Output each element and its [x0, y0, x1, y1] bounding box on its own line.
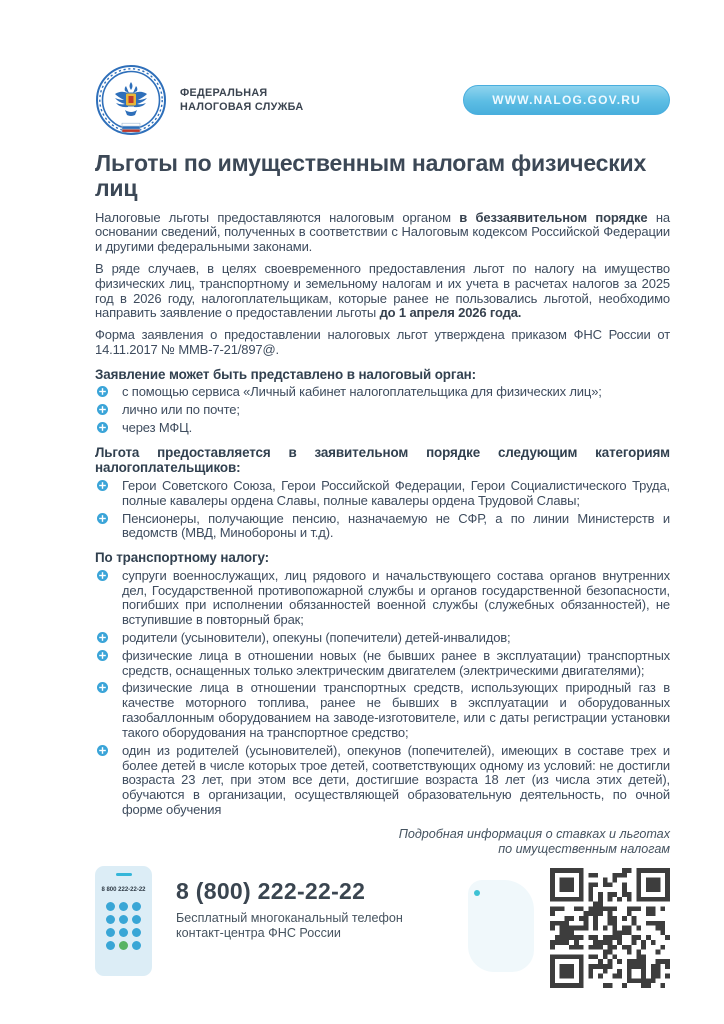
bullet-item: Герои Советского Союза, Герои Российской Федерации, Герои Социалистического Труда, полные кавалеры ордена Славы, полные кавалеры ордена Трудовой Славы;	[95, 479, 670, 509]
header	[95, 64, 670, 136]
org-name-line2: НАЛОГОВАЯ СЛУЖБА	[180, 101, 304, 113]
document-content	[95, 64, 670, 988]
bullet-list	[95, 569, 670, 818]
org-name-line1: ФЕДЕРАЛЬНАЯ	[180, 86, 268, 99]
keypad-key	[132, 941, 141, 950]
footer	[95, 866, 670, 988]
qr-code	[550, 868, 670, 988]
plus-circle-icon	[97, 570, 108, 581]
bullet-list	[95, 479, 670, 541]
keypad-key	[106, 915, 115, 924]
fns-brand	[95, 64, 303, 136]
qr-note-line1: Подробная информация о ставках и льготах	[398, 826, 670, 841]
plus-circle-icon	[97, 422, 108, 433]
bullet-item: лично или по почте;	[95, 403, 670, 418]
bullet-item: физические лица в отношении новых (не бывших ранее в эксплуатации) транспортных средств, оснащенных только электрическим двигателем (электрическими двигателями);	[95, 649, 670, 679]
bullet-item: физические лица в отношении транспортных средств, использующих природный газ в качестве моторного топлива, ранее не бывших в эксплуатации и оборудованных газобаллонным оборудованием на заводе-изготовителе, или с даты регистрации установки такого оборудования на транспортное средство;	[95, 681, 670, 740]
website-badge[interactable]: WWW.NALOG.GOV.RU	[463, 85, 670, 115]
section-heading: Льгота предоставляется в заявительном порядке следующим категориям налогоплательщиков:	[95, 444, 670, 476]
paragraph: Форма заявления о предоставлении налоговых льгот утверждена приказом ФНС России от 14.11.2017 № ММВ-7-21/897@.	[95, 327, 670, 358]
phone-keypad-illustration	[95, 866, 152, 976]
paragraph: В ряде случаев, в целях своевременного предоставления льгот по налогу на имущество физических лиц, транспортному и земельному налогам и их учета в расчетах налогов за 2025 год в 2026 году, налогоплательщикам, которые ранее не пользовались льготой, необходимо направить заявление о предоставлении льготы до 1 апреля 2026 года.	[95, 261, 670, 321]
keypad-key	[119, 928, 128, 937]
watermark-shape	[468, 880, 534, 972]
bullet-item: Пенсионеры, получающие пенсию, назначаемую не СФР, а по линии Министерств и ведомств (МВД, Минобороны и т.д).	[95, 512, 670, 542]
phone-graphic-number: 8 800 222-22-22	[101, 886, 146, 893]
bullet-item: родители (усыновители), опекуны (попечители) детей-инвалидов;	[95, 631, 670, 646]
plus-circle-icon	[97, 404, 108, 415]
paragraph: Налоговые льготы предоставляются налоговым органом в беззаявительном порядке на основании сведений, полученных в соответствии с Налоговым кодексом Российской Федерации и другими федеральными законами.	[95, 209, 671, 255]
org-name	[180, 86, 303, 115]
bullet-item: один из родителей (усыновителей), опекунов (попечителей), имеющих в составе трех и более детей в числе которых трое детей, соответствующих одному из условий: не достигли возраста 23 лет, при этом все дети, достигшие возраста 18 лет (из числа этих детей), обучаются в организации, осуществляющей образовательную деятельность, по очной форме обучения	[95, 744, 670, 818]
keypad-key	[132, 928, 141, 937]
page-title: Льготы по имущественным налогам физических лиц	[95, 150, 647, 202]
plus-circle-icon	[97, 480, 108, 491]
phone-block	[176, 878, 403, 943]
keypad-key	[106, 902, 115, 911]
qr-note-line2: по имущественным налогам	[498, 842, 670, 857]
keypad-key	[119, 915, 128, 924]
plus-circle-icon	[97, 650, 108, 661]
keypad-key	[132, 915, 141, 924]
bullet-item: через МФЦ.	[95, 421, 670, 436]
sections	[95, 367, 670, 818]
plus-circle-icon	[97, 682, 108, 693]
plus-circle-icon	[97, 745, 108, 756]
phone-description-line1: Бесплатный многоканальный телефон	[176, 910, 403, 925]
phone-keypad-keys	[106, 902, 141, 950]
plus-circle-icon	[97, 632, 108, 643]
bullet-item: с помощью сервиса «Личный кабинет налогоплательщика для физических лиц»;	[95, 385, 670, 400]
keypad-key	[119, 902, 128, 911]
plus-circle-icon	[97, 386, 108, 397]
section-heading: По транспортному налогу:	[95, 550, 270, 566]
intro-paragraphs	[95, 211, 670, 358]
plus-circle-icon	[97, 513, 108, 524]
phone-description	[176, 911, 403, 943]
bullet-item: супруги военнослужащих, лиц рядового и начальствующего состава органов внутренних дел, Государственной противопожарной службы и органов государственной безопасности, погибших при исполнении обязанностей военной службы (служебных обязанностей), не вступившие в повторный брак;	[95, 569, 670, 628]
keypad-key	[132, 902, 141, 911]
phone-description-line2: контакт-центра ФНС России	[176, 926, 341, 941]
section-heading: Заявление может быть представлено в налоговый орган:	[95, 366, 477, 382]
fns-emblem-icon	[95, 64, 167, 136]
keypad-key	[119, 941, 128, 950]
keypad-key	[106, 941, 115, 950]
keypad-key	[106, 928, 115, 937]
watermark-dot	[474, 890, 480, 896]
phone-number: 8 (800) 222-22-22	[176, 877, 366, 904]
bullet-list	[95, 385, 670, 435]
phone-speaker-icon	[116, 873, 132, 876]
qr-note	[95, 827, 670, 858]
